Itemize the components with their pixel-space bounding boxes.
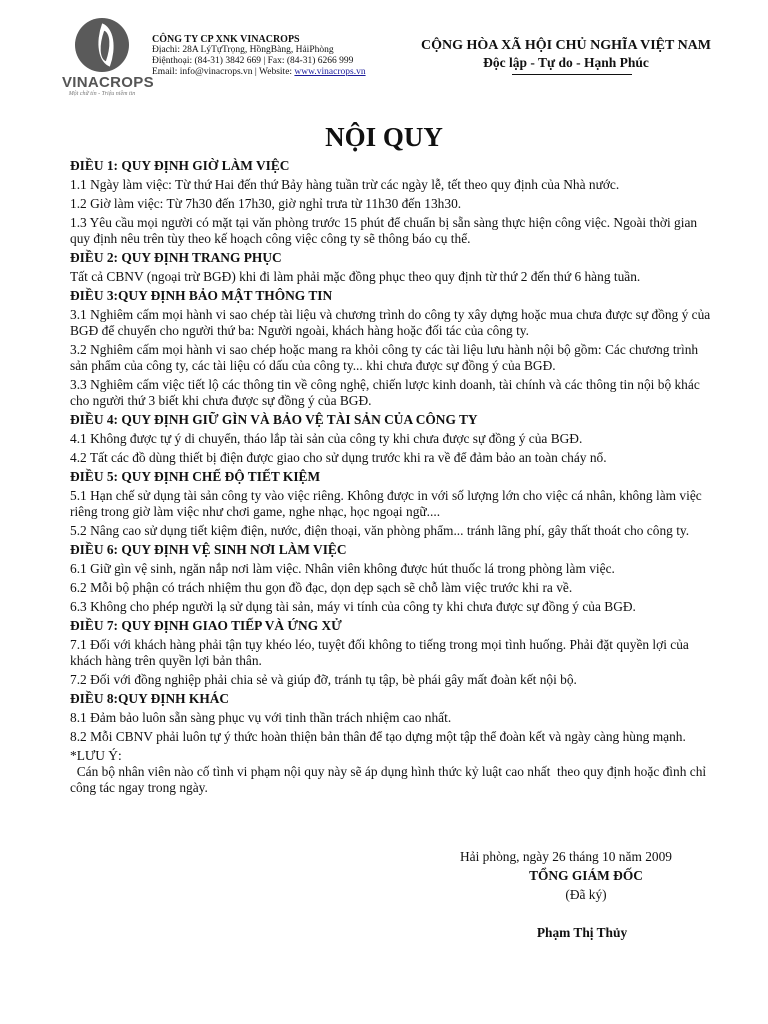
company-name: CÔNG TY CP XNK VINACROPS bbox=[152, 34, 300, 45]
signer-position: TỔNG GIÁM ĐỐC bbox=[529, 868, 643, 883]
section-heading: ĐIỀU 3:QUY ĐỊNH BẢO MẬT THÔNG TIN bbox=[70, 288, 333, 303]
document-body bbox=[70, 155, 712, 796]
section-heading: ĐIỀU 6: QUY ĐỊNH VỆ SINH NƠI LÀM VIỆC bbox=[70, 542, 347, 557]
company-logo bbox=[62, 18, 154, 97]
note-label: *LƯU Ý: bbox=[70, 748, 122, 763]
rule-item: 8.2 Mỗi CBNV phải luôn tự ý thức hoàn thiện bản thân để tạo dựng một tập thể đoàn kết và ngày càng hùng mạnh. bbox=[70, 729, 686, 744]
section-heading: ĐIỀU 2: QUY ĐỊNH TRANG PHỤC bbox=[70, 250, 282, 265]
signed-mark: (Đã ký) bbox=[565, 887, 607, 902]
rule-item: 1.3 Yêu cầu mọi người có mặt tại văn phòng trước 15 phút để chuẩn bị sẵn sàng thực hiện công việc. Ngoài thời gian quy định nêu trên tùy theo kế hoạch công việc công ty sẽ thông báo cụ thể. bbox=[70, 215, 698, 246]
logo-text: VINACROPS bbox=[62, 74, 154, 91]
rule-item: 3.3 Nghiêm cấm việc tiết lộ các thông tin về công nghệ, chiến lược kinh doanh, tài chính và các thông tin nội bộ khác cho người thứ 3 biết khi chưa được sự đồng ý của BGĐ. bbox=[70, 377, 700, 408]
motto-underline bbox=[512, 74, 632, 75]
rule-item: Tất cả CBNV (ngoại trừ BGĐ) khi đi làm phải mặc đồng phục theo quy định từ thứ 2 đến thứ 6 hàng tuần. bbox=[70, 269, 641, 284]
company-email: Email: info@vinacrops.vn | Website: bbox=[152, 67, 295, 77]
national-heading bbox=[390, 37, 742, 75]
section-heading: ĐIỀU 1: QUY ĐỊNH GIỜ LÀM VIỆC bbox=[70, 158, 290, 173]
rule-item: 5.2 Nâng cao sử dụng tiết kiệm điện, nước, điện thoại, văn phòng phẩm... tránh lãng phí, gây thất thoát cho công ty. bbox=[70, 523, 690, 538]
nation-name: CỘNG HÒA XÃ HỘI CHỦ NGHĨA VIỆT NAM bbox=[420, 38, 711, 53]
note-block bbox=[70, 748, 712, 796]
nation-motto: Độc lập - Tự do - Hạnh Phúc bbox=[483, 55, 649, 70]
website-link[interactable]: www.vinacrops.vn bbox=[294, 67, 366, 77]
rule-item: 5.1 Hạn chế sử dụng tài sản công ty vào việc riêng. Không được in với số lượng lớn cho việc cá nhân, không làm việc riêng trong giờ làm việc như chơi game, nghe nhạc, học ngoại ngữ.... bbox=[70, 488, 702, 519]
note-text: Cán bộ nhân viên nào cố tình vi phạm nội quy này sẽ áp dụng hình thức kỷ luật cao nhất theo quy định hoặc đình chỉ công tác ngay trong ngày. bbox=[70, 764, 710, 795]
signer-name: Phạm Thị Thủy bbox=[536, 925, 628, 940]
company-address: Địachi: 28A LýTựTrọng, HồngBàng, HảiPhòng bbox=[152, 45, 334, 55]
section-heading: ĐIỀU 7: QUY ĐỊNH GIAO TIẾP VÀ ỨNG XỬ bbox=[70, 618, 342, 633]
leaf-logo-icon bbox=[75, 18, 129, 72]
rule-item: 4.1 Không được tự ý di chuyển, tháo lắp tài sản của công ty khi chưa được sự đồng ý của BGĐ. bbox=[70, 431, 583, 446]
section-heading: ĐIỀU 8:QUY ĐỊNH KHÁC bbox=[70, 691, 230, 706]
company-phone: Điệnthoại: (84-31) 3842 669 | Fax: (84-31) 6266 999 bbox=[152, 56, 354, 66]
logo-tagline: Một chữ tín - Triệu niềm tin bbox=[68, 91, 136, 97]
place-date: Hải phòng, ngày 26 tháng 10 năm 2009 bbox=[460, 849, 672, 864]
rule-item: 8.1 Đảm bảo luôn sẵn sàng phục vụ với tinh thần trách nhiệm cao nhất. bbox=[70, 710, 452, 725]
section-heading: ĐIỀU 5: QUY ĐỊNH CHẾ ĐỘ TIẾT KIỆM bbox=[70, 469, 321, 484]
company-info bbox=[152, 34, 366, 78]
rule-item: 6.3 Không cho phép người lạ sử dụng tài sản, máy vi tính của công ty khi chưa được sự đồng ý của BGĐ. bbox=[70, 599, 636, 614]
rule-item: 1.1 Ngày làm việc: Từ thứ Hai đến thứ Bảy hàng tuần trừ các ngày lễ, tết theo quy định của Nhà nước. bbox=[70, 177, 620, 192]
rule-item: 6.2 Mỗi bộ phận có trách nhiệm thu gọn đồ đạc, dọn dẹp sạch sẽ chỗ làm việc trước khi ra về. bbox=[70, 580, 573, 595]
section-heading: ĐIỀU 4: QUY ĐỊNH GIỮ GÌN VÀ BẢO VỆ TÀI SẢN CỦA CÔNG TY bbox=[70, 412, 478, 427]
rule-item: 3.1 Nghiêm cấm mọi hành vi sao chép tài liệu và chương trình do công ty xây dựng hoặc mua chưa được sự đồng ý của BGĐ để chuyển cho người thứ ba: Người ngoài, khách hàng hoặc đối tác của công ty. bbox=[70, 307, 711, 338]
rule-item: 1.2 Giờ làm việc: Từ 7h30 đến 17h30, giờ nghỉ trưa từ 11h30 đến 13h30. bbox=[70, 196, 462, 211]
rule-item: 4.2 Tất các đồ dùng thiết bị điện được giao cho sử dụng trước khi ra về để đảm bảo an toàn cháy nổ. bbox=[70, 450, 607, 465]
rule-item: 7.2 Đối với đồng nghiệp phải chia sẻ và giúp đỡ, tránh tụ tập, bè phái gây mất đoàn kết nội bộ. bbox=[70, 672, 577, 687]
company-contact bbox=[152, 67, 366, 78]
rule-item: 6.1 Giữ gìn vệ sinh, ngăn nắp nơi làm việc. Nhân viên không được hút thuốc lá trong phòng làm việc. bbox=[70, 561, 615, 576]
rule-item: 7.1 Đối với khách hàng phải tận tụy khéo léo, tuyệt đối không to tiếng trong mọi tình huống. Phải đặt quyền lợi của khách hàng trên quyền lợi bản thân. bbox=[70, 637, 689, 668]
document-title: NỘI QUY bbox=[325, 122, 443, 152]
rule-item: 3.2 Nghiêm cấm mọi hành vi sao chép hoặc mang ra khỏi công ty các tài liệu lưu hành nội bộ gồm: Các chương trình sản phẩm của công ty, các tài liệu có dấu của công ty... khi chưa được sự đồng ý của BGĐ. bbox=[70, 342, 699, 373]
